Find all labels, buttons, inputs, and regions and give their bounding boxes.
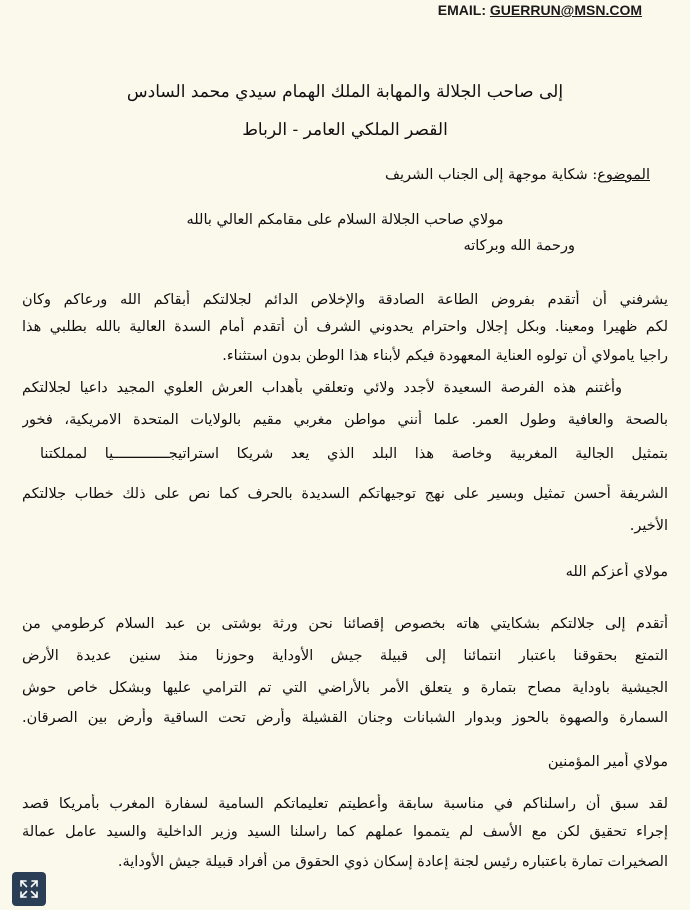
email-address[interactable]: GUERRUN@MSN.COM xyxy=(489,2,642,18)
addressee-line-1: إلى صاحب الجلالة والمهابة الملك الهمام سيدي محمد السادس xyxy=(126,82,564,102)
paragraph-2-line-3: بتمثيل الجالية المغربية وخاصة هذا البلد الذي يعد شريكا استراتيجـــــــــــــيا لمملكتنا xyxy=(40,446,668,462)
salutation-line-1: مولاي صاحب الجلالة السلام على مقامكم العالي بالله xyxy=(186,212,504,228)
address-line-2: مولاي أعزكم الله xyxy=(565,564,668,580)
subject-line xyxy=(20,165,650,185)
paragraph-2-line-4: الشريفة أحسن تمثيل وبسير على نهج توجيهاتكم السديدة بالحرف كما نص على ذلك خطاب جلالتكم xyxy=(22,486,668,502)
paragraph-2-line-2: بالصحة والعافية وطول العمر. علما أنني مواطن مغربي مقيم بالولايات المتحدة الامريكية، فخور xyxy=(22,412,668,428)
subject-text: : شكاية موجهة إلى الجناب الشريف xyxy=(385,167,598,183)
email-header xyxy=(438,2,642,18)
addressee-line-2: القصر الملكي العامر - الرباط xyxy=(242,120,448,140)
salutation-line-2: ورحمة الله وبركاته xyxy=(463,238,575,254)
paragraph-3-line-4: السمارة والصهوة بالحوز وبدوار الشبانات وجنان القشيلة وأرض تحت الساقية وأرض بين الصرقان. xyxy=(22,710,668,726)
subject-label: الموضوع xyxy=(597,167,650,183)
paragraph-1-line-1: يشرفني أن أتقدم بفروض الطاعة الصادقة والإخلاص الدائم لجلالتكم أبقاكم الله ورعاكم وكان xyxy=(22,292,668,308)
paragraph-2-line-5: الأخير. xyxy=(629,518,668,534)
paragraph-4-line-1: لقد سبق أن راسلناكم في مناسبة سابقة وأعطيتم تعليماتكم السامية لسفارة المغرب بأمريكا قصد xyxy=(22,796,668,812)
fullscreen-button[interactable] xyxy=(12,872,46,906)
expand-icon xyxy=(18,878,40,900)
email-label: EMAIL: xyxy=(437,2,490,18)
address-line-3: مولاي أمير المؤمنين xyxy=(547,754,668,770)
paragraph-4-line-3: الصخيرات تمارة باعتباره رئيس لجنة إعادة إسكان ذوي الحقوق من أفراد قبيلة جيش الأوداية. xyxy=(117,854,668,870)
paragraph-1-line-2: لكم ظهيرا ومعينا. وبكل إجلال واحترام يحدوني الشرف أن أتقدم أمام السدة العالية بالله بطلبي هذا xyxy=(22,319,668,335)
paragraph-4-line-2: إجراء تحقيق لكن مع الأسف لم يتمموا عملهم كما راسلنا السيد وزير الداخلية والسيد عامل عمالة xyxy=(22,824,668,840)
paragraph-2-line-1: وأغتنم هذه الفرصة السعيدة لأجدد ولائي وتعلقي بأهداب العرش العلوي المجيد داعيا لجلالتكم xyxy=(22,380,622,396)
paragraph-3-line-2: التمتع بحقوقنا باعتبار انتمائنا إلى قبيلة جيش الأوداية وحوزنا منذ سنين عديدة الأرض xyxy=(22,648,668,664)
paragraph-3-line-1: أتقدم إلى جلالتكم بشكايتي هاته بخصوص إقصائنا نحن ورثة بوشتى بن عبد السلام كرطومي من xyxy=(22,616,668,632)
paragraph-1-line-3: راجيا يامولاي أن تولوه العناية المعهودة فيكم لأبناء هذا الوطن بدون استثناء. xyxy=(222,348,668,364)
paragraph-3-line-3: الجيشية باوداية مصاح بتمارة و يتعلق الأمر بالأراضي التي تم الترامي عليها وبشكل خاص حوش xyxy=(22,680,668,696)
